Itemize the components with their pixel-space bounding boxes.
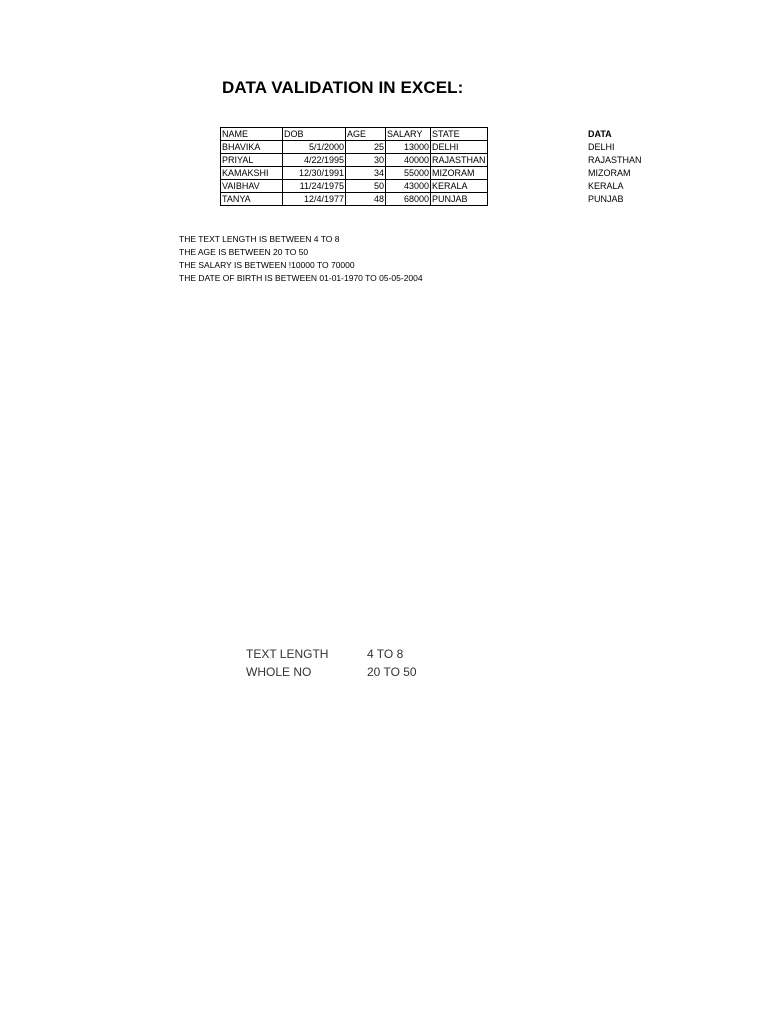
cell-name[interactable]: BHAVIKA	[221, 141, 283, 154]
cell-state[interactable]: PUNJAB	[431, 193, 488, 206]
cell-salary[interactable]: 43000	[386, 180, 431, 193]
column-header-salary[interactable]: SALARY	[386, 128, 431, 141]
page-title: DATA VALIDATION IN EXCEL:	[222, 78, 464, 97]
summary-value: 20 TO 50	[367, 665, 417, 679]
summary-row	[246, 645, 417, 663]
summary-value: 4 TO 8	[367, 647, 404, 661]
cell-dob[interactable]: 4/22/1995	[283, 154, 346, 167]
note-line: THE AGE IS BETWEEN 20 TO 50	[179, 247, 309, 257]
cell-age[interactable]: 30	[346, 154, 386, 167]
cell-salary[interactable]: 55000	[386, 167, 431, 180]
cell-age[interactable]: 34	[346, 167, 386, 180]
cell-state[interactable]: DELHI	[431, 141, 488, 154]
state-list	[588, 128, 642, 206]
table-row	[221, 180, 488, 193]
cell-salary[interactable]: 40000	[386, 154, 431, 167]
cell-dob[interactable]: 5/1/2000	[283, 141, 346, 154]
summary-label: WHOLE NO	[246, 665, 312, 679]
table-row	[221, 167, 488, 180]
state-list-item: MIZORAM	[588, 168, 631, 178]
cell-dob[interactable]: 12/4/1977	[283, 193, 346, 206]
cell-name[interactable]: TANYA	[221, 193, 283, 206]
state-list-item: DELHI	[588, 142, 615, 152]
column-header-age[interactable]: AGE	[346, 128, 386, 141]
validation-notes	[179, 233, 423, 285]
cell-dob[interactable]: 11/24/1975	[283, 180, 346, 193]
cell-salary[interactable]: 13000	[386, 141, 431, 154]
note-line: THE DATE OF BIRTH IS BETWEEN 01-01-1970 TO 05-05-2004	[179, 273, 423, 283]
data-table	[220, 127, 488, 206]
column-header-name[interactable]: NAME	[221, 128, 283, 141]
column-header-state[interactable]: STATE	[431, 128, 488, 141]
cell-age[interactable]: 48	[346, 193, 386, 206]
cell-name[interactable]: PRIYAL	[221, 154, 283, 167]
cell-state[interactable]: RAJASTHAN	[432, 155, 486, 165]
state-list-item: KERALA	[588, 181, 624, 191]
column-header-dob[interactable]: DOB	[283, 128, 346, 141]
validation-summary	[246, 645, 417, 681]
state-list-item: PUNJAB	[588, 194, 624, 204]
table-header-row	[221, 128, 488, 141]
summary-label: TEXT LENGTH	[246, 647, 329, 661]
table-row	[221, 193, 488, 206]
cell-salary[interactable]: 68000	[386, 193, 431, 206]
cell-state[interactable]: MIZORAM	[431, 167, 488, 180]
note-line: THE TEXT LENGTH IS BETWEEN 4 TO 8	[179, 234, 340, 244]
table-row	[221, 141, 488, 154]
cell-name[interactable]: KAMAKSHI	[221, 167, 283, 180]
state-list-header: DATA	[588, 129, 612, 139]
state-list-item: RAJASTHAN	[588, 155, 642, 165]
cell-dob[interactable]: 12/30/1991	[283, 167, 346, 180]
cell-state[interactable]: KERALA	[431, 180, 488, 193]
summary-row	[246, 663, 417, 681]
cell-age[interactable]: 25	[346, 141, 386, 154]
table-row	[221, 154, 488, 167]
note-line: THE SALARY IS BETWEEN !10000 TO 70000	[179, 260, 355, 270]
cell-name[interactable]: VAIBHAV	[221, 180, 283, 193]
cell-age[interactable]: 50	[346, 180, 386, 193]
